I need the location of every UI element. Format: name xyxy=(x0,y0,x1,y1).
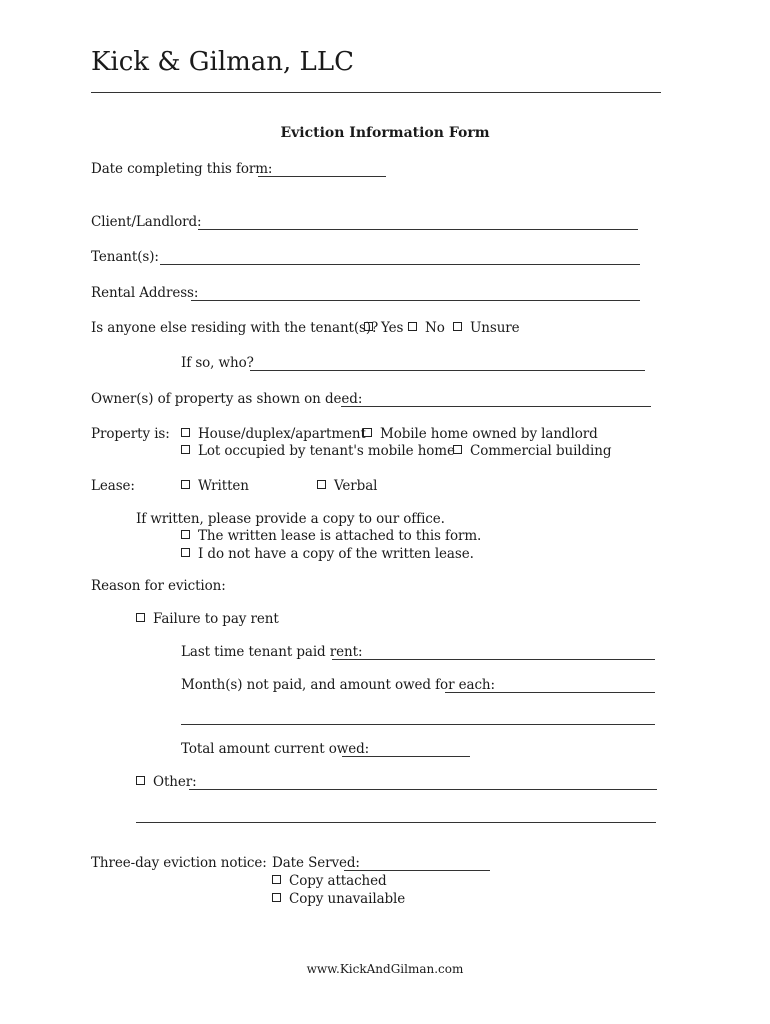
checkbox-icon xyxy=(136,776,145,785)
owners-label: Owner(s) of property as shown on deed: xyxy=(91,391,363,407)
property-option-mobile-home[interactable]: Mobile home owned by landlord xyxy=(363,425,598,443)
date-completing-field[interactable] xyxy=(258,176,386,177)
checkbox-icon xyxy=(272,875,281,884)
anyone-else-label: Is anyone else residing with the tenant(s)? xyxy=(91,320,379,336)
checkbox-icon xyxy=(363,428,372,437)
residing-option-unsure[interactable]: Unsure xyxy=(453,319,520,337)
lease-copy-missing[interactable]: I do not have a copy of the written lease. xyxy=(181,545,474,563)
property-label: Property is: xyxy=(91,426,170,442)
checkbox-icon xyxy=(136,613,145,622)
checkbox-icon xyxy=(181,530,190,539)
checkbox-icon xyxy=(364,322,373,331)
checkbox-icon xyxy=(408,322,417,331)
property-option-lot[interactable]: Lot occupied by tenant's mobile home xyxy=(181,442,455,460)
form-title: Eviction Information Form xyxy=(280,125,490,141)
months-owed-label: Month(s) not paid, and amount owed for each: xyxy=(181,677,495,693)
last-paid-label: Last time tenant paid rent: xyxy=(181,644,363,660)
checkbox-icon xyxy=(181,480,190,489)
checkbox-icon xyxy=(181,445,190,454)
property-option-house[interactable]: House/duplex/apartment xyxy=(181,425,366,443)
rental-address-field[interactable] xyxy=(191,300,640,301)
rental-address-label: Rental Address: xyxy=(91,285,199,301)
reason-failure-to-pay[interactable]: Failure to pay rent xyxy=(136,610,279,628)
header-rule xyxy=(91,92,661,93)
other-field-continued[interactable] xyxy=(136,822,656,823)
residing-option-yes[interactable]: Yes xyxy=(364,319,403,337)
months-owed-field-continued[interactable] xyxy=(181,724,655,725)
checkbox-icon xyxy=(317,480,326,489)
reason-label: Reason for eviction: xyxy=(91,578,226,594)
notice-copy-attached[interactable]: Copy attached xyxy=(272,872,387,890)
client-landlord-field[interactable] xyxy=(198,229,638,230)
date-served-field[interactable] xyxy=(344,870,490,871)
reason-other[interactable]: Other: xyxy=(136,773,197,791)
lease-option-verbal[interactable]: Verbal xyxy=(317,477,377,495)
months-owed-field[interactable] xyxy=(445,692,655,693)
notice-label: Three-day eviction notice: xyxy=(91,855,267,871)
firm-name: Kick & Gilman, LLC xyxy=(91,47,354,77)
checkbox-icon xyxy=(453,445,462,454)
notice-copy-unavailable[interactable]: Copy unavailable xyxy=(272,890,405,908)
checkbox-icon xyxy=(272,893,281,902)
tenants-label: Tenant(s): xyxy=(91,249,159,265)
other-field[interactable] xyxy=(189,789,657,790)
total-owed-label: Total amount current owed: xyxy=(181,741,370,757)
checkbox-icon xyxy=(181,548,190,557)
lease-option-written[interactable]: Written xyxy=(181,477,249,495)
lease-copy-attached[interactable]: The written lease is attached to this form. xyxy=(181,527,481,545)
residing-option-no[interactable]: No xyxy=(408,319,445,337)
lease-note: If written, please provide a copy to our office. xyxy=(136,511,445,527)
tenants-field[interactable] xyxy=(160,264,640,265)
checkbox-icon xyxy=(181,428,190,437)
footer-website: www.KickAndGilman.com xyxy=(306,962,464,976)
date-completing-label: Date completing this form: xyxy=(91,161,273,177)
checkbox-icon xyxy=(453,322,462,331)
total-owed-field[interactable] xyxy=(342,756,470,757)
client-landlord-label: Client/Landlord: xyxy=(91,214,202,230)
lease-label: Lease: xyxy=(91,478,135,494)
property-option-commercial[interactable]: Commercial building xyxy=(453,442,611,460)
last-paid-field[interactable] xyxy=(332,659,655,660)
owners-field[interactable] xyxy=(341,406,651,407)
date-served-label: Date Served: xyxy=(272,855,360,871)
if-so-who-field[interactable] xyxy=(250,370,645,371)
if-so-who-label: If so, who? xyxy=(181,355,254,371)
